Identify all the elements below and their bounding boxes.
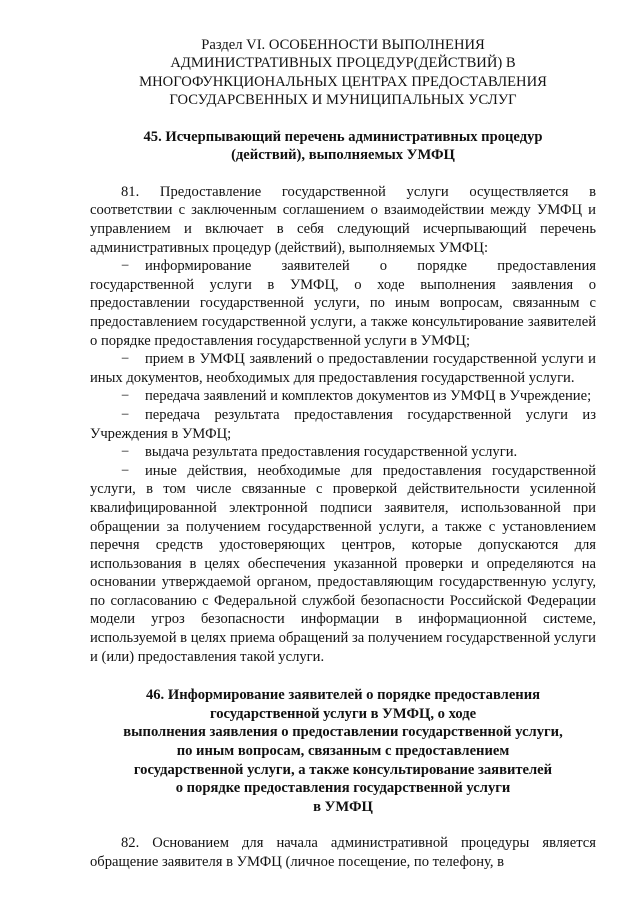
list-item <box>90 462 596 667</box>
heading-line: о порядке предоставления государственной услуги <box>175 780 511 797</box>
dash-marker: − <box>121 406 130 423</box>
list-item-text: информирование заявителей о порядке предоставления государственной услуги в УМФЦ, о ходе выполнения заявления о предоставлении государственной услуги, по иным вопросам, связанным с предоставлением государственной услуги, а также консультирование заявителей о порядке предоставления государственной услуги в УМФЦ; <box>90 258 596 349</box>
list-item <box>90 387 596 406</box>
section-title-line: ГОСУДАРСВЕННЫХ И МУНИЦИПАЛЬНЫХ УСЛУГ <box>169 92 517 109</box>
dash-marker: − <box>121 462 130 479</box>
list-item <box>90 406 596 443</box>
list-item-text: передача заявлений и комплектов документов из УМФЦ в Учреждение; <box>145 388 592 405</box>
section-title-line: Раздел VI. ОСОБЕННОСТИ ВЫПОЛНЕНИЯ <box>201 37 485 53</box>
list-item-text: прием в УМФЦ заявлений о предоставлении государственной услуги и иных документов, необходимых для предоставления государственной услуги. <box>90 351 596 386</box>
paragraph-82: 82. Основанием для начала административной процедуры является обращение заявителя в УМФЦ (личное посещение, по телефону, в <box>90 835 596 870</box>
section-title <box>90 36 596 110</box>
heading-46 <box>90 686 596 816</box>
heading-line: (действий), выполняемых УМФЦ <box>231 147 455 164</box>
dash-marker: − <box>121 388 130 405</box>
heading-line: в УМФЦ <box>313 798 373 815</box>
paragraph-81: 81. Предоставление государственной услуги осуществляется в соответствии с заключенным соглашением о взаимодействии между УМФЦ и управлением и включает в себя следующий исчерпывающий перечень административных процедур (действий), выполняемых УМФЦ: <box>90 183 596 256</box>
heading-line: 46. Информирование заявителей о порядке предоставления <box>145 687 541 704</box>
list-item-text: выдача результата предоставления государственной услуги. <box>145 444 518 461</box>
list-item <box>90 443 596 462</box>
dash-marker: − <box>121 444 130 461</box>
heading-line: государственной услуги в УМФЦ, о ходе <box>209 705 477 722</box>
heading-line: 45. Исчерпывающий перечень административных процедур <box>143 128 543 145</box>
heading-line: по иным вопросам, связанным с предоставлением <box>176 743 510 760</box>
list-item-text: иные действия, необходимые для предоставления государственной услуги, в том числе связанные с проверкой действительности усиленной квалифицированной электронной подписи заявителя, использованной при обращении за получением государственной услуги, а также с установлением перечня средств удостоверяющих центров, которые допускаются для использования в целях обеспечения указанной проверки и определяются на основании утверждаемой органом, предоставляющим государственную услугу, по согласованию с Федеральной службой безопасности Российской Федерации модели угроз безопасности информации в информационной системе, используемой в целях приема обращений за получением государственной услуги и (или) предоставления такой услуги. <box>90 462 596 665</box>
heading-line: выполнения заявления о предоставлении государственной услуги, <box>123 724 563 741</box>
heading-line: государственной услуги, а также консультирование заявителей <box>133 761 553 778</box>
dash-marker: − <box>121 351 130 368</box>
section-title-line: МНОГОФУНКЦИОНАЛЬНЫХ ЦЕНТРАХ ПРЕДОСТАВЛЕНИЯ <box>139 73 547 90</box>
list-item-text: передача результата предоставления государственной услуги из Учреждения в УМФЦ; <box>90 406 596 442</box>
dash-marker: − <box>121 258 130 275</box>
section-title-line: АДМИНИСТРАТИВНЫХ ПРОЦЕДУР(ДЕЙСТВИЙ) В <box>170 55 516 72</box>
list-item <box>90 350 596 387</box>
list-item <box>90 257 596 350</box>
heading-45 <box>90 128 596 165</box>
